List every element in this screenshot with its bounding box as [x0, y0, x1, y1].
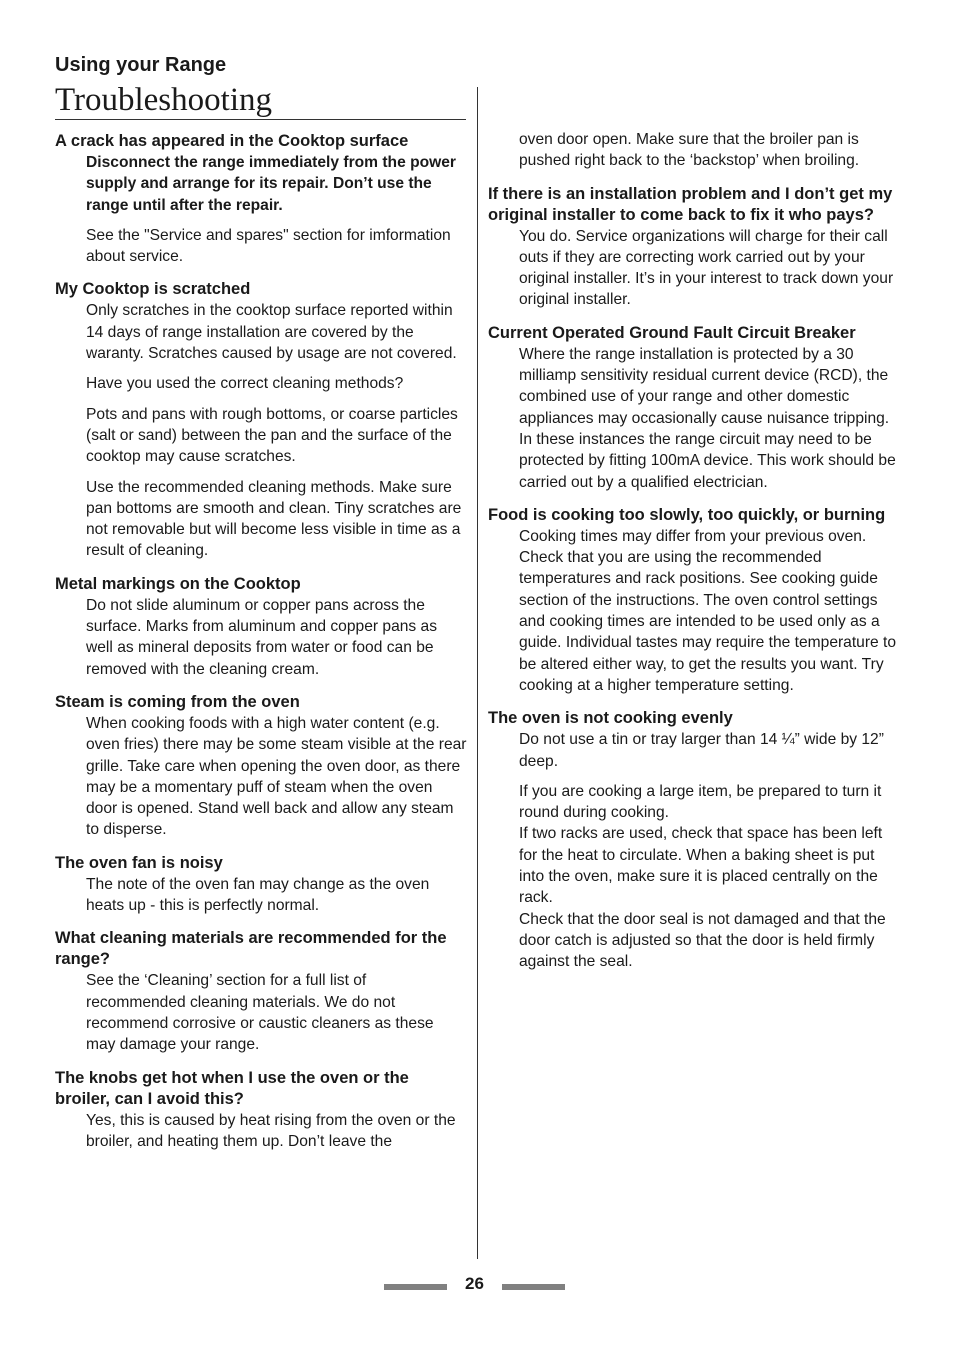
page-number: 26: [465, 1274, 484, 1293]
entry-answer: [55, 152, 467, 267]
answer-paragraph: When cooking foods with a high water content (e.g. oven fries) there may be some steam visible at the rear grille. Take care when opening the oven door, as there may be a momentary puff of steam when the oven door is opened. Stand well back and allow any steam to disperse.: [86, 714, 467, 839]
entry-question: A crack has appeared in the Cooktop surface: [55, 132, 409, 150]
entry-answer: [55, 970, 467, 1055]
answer-paragraph: Do not slide aluminum or copper pans across the surface. Marks from aluminum and copper pans as well as mineral deposits from water or food can be removed with the cleaning cream.: [86, 596, 438, 678]
entry-answer: [55, 874, 467, 917]
answer-paragraph: Check that the door seal is not damaged and that the door catch is adjusted so that the door is held firmly against the seal.: [519, 910, 886, 971]
troubleshooting-entry: [55, 692, 467, 841]
answer-paragraph: The note of the oven fan may change as the oven heats up - this is perfectly normal.: [86, 875, 430, 915]
answer-paragraph: Only scratches in the cooktop surface reported within 14 days of range installation are covered by the waranty. Scratches caused by usage are not covered.: [86, 302, 457, 363]
footer-bar-right: [502, 1284, 565, 1290]
entry-answer: [55, 713, 467, 841]
troubleshooting-entry: [55, 853, 467, 917]
entry-question: Food is cooking too slowly, too quickly, or burning: [488, 505, 886, 524]
troubleshooting-entry: [488, 184, 900, 311]
entry-answer: [488, 129, 900, 172]
right-column: [488, 129, 900, 985]
entry-question: Steam is coming from the oven: [55, 692, 300, 711]
answer-paragraph: Disconnect the range immediately from the power supply and arrange for its repair. Don’t use the range until after the repair.: [86, 154, 457, 214]
column-divider: [477, 87, 478, 1259]
answer-paragraph: See the ‘Cleaning’ section for a full list of recommended cleaning materials. We do not recommend corrosive or caustic cleaners as these may damage your range.: [86, 972, 434, 1054]
entry-question: My Cooktop is scratched: [55, 280, 251, 299]
entry-question: If there is an installation problem and I don’t get my original installer to come back to fix it who pays?: [488, 184, 893, 224]
left-column: [55, 131, 467, 1164]
troubleshooting-entry: [488, 505, 900, 696]
entry-answer: [55, 1110, 467, 1153]
answer-paragraph: If two racks are used, check that space has been left for the heat to circulate. When a baking sheet is put into the oven, make sure it is placed centrally on the rack.: [519, 825, 883, 907]
entry-answer: [55, 300, 467, 561]
entry-answer: [55, 595, 467, 680]
answer-paragraph: If you are cooking a large item, be prepared to turn it round during cooking.: [519, 782, 882, 822]
troubleshooting-entry: [488, 708, 900, 972]
troubleshooting-entry: [488, 129, 900, 172]
answer-paragraph: oven door open. Make sure that the broiler pan is pushed right back to the ‘backstop’ when broiling.: [519, 131, 860, 170]
entry-answer: [488, 344, 900, 493]
answer-paragraph: Do not use a tin or tray larger than 14 ¼” wide by 12” deep.: [519, 731, 884, 770]
entry-question: The oven is not cooking evenly: [488, 709, 733, 728]
troubleshooting-entry: [488, 323, 900, 493]
entry-question: Metal markings on the Cooktop: [55, 574, 301, 593]
answer-paragraph: Yes, this is caused by heat rising from the oven or the broiler, and heating them up. Don’t leave the: [86, 1111, 456, 1150]
entry-answer: [488, 226, 900, 311]
title-rule: [55, 119, 466, 120]
troubleshooting-entry: [55, 1068, 467, 1153]
entry-answer: [488, 729, 900, 972]
troubleshooting-entry: [55, 574, 467, 680]
entry-answer: [488, 526, 900, 696]
troubleshooting-entry: [55, 279, 467, 561]
troubleshooting-entry: [55, 131, 467, 267]
answer-paragraph: Pots and pans with rough bottoms, or coarse particles (salt or sand) between the pan and the surface of the cooktop may cause scratches.: [86, 405, 458, 466]
answer-paragraph: Use the recommended cleaning methods. Make sure pan bottoms are smooth and clean. Tiny scratches are not removable but will become less visible in time as a result of cleaning.: [86, 478, 462, 560]
page-title: Troubleshooting: [55, 82, 272, 118]
entry-question: The oven fan is noisy: [55, 853, 223, 872]
troubleshooting-entry: [55, 928, 467, 1055]
answer-paragraph: See the "Service and spares" section for imformation about service.: [86, 226, 451, 266]
entry-question: Current Operated Ground Fault Circuit Breaker: [488, 323, 856, 342]
answer-paragraph: Cooking times may differ from your previous oven. Check that you are using the recommended temperatures and rack positions. See cooking guide section of the instructions. The oven control settings and cooking times are intended to be used only as a guide. Individual tastes may require the temperature to be altered either way, to get the results you want. Try cooking at a higher temperature setting.: [519, 527, 897, 694]
entry-question: The knobs get hot when I use the oven or the broiler, can I avoid this?: [55, 1068, 409, 1108]
answer-paragraph: Have you used the correct cleaning methods?: [86, 375, 404, 393]
entry-question: What cleaning materials are recommended for the range?: [55, 929, 447, 969]
footer-bar-left: [384, 1284, 447, 1290]
answer-paragraph: You do. Service organizations will charge for their call outs if they are correcting work carried out by your original installer. It’s in your interest to track down your original installer.: [519, 227, 894, 309]
section-label: Using your Range: [55, 54, 227, 76]
answer-paragraph: Where the range installation is protected by a 30 milliamp sensitivity residual current device (RCD), the combined use of your range and other domestic appliances may occasionally cause nuisance tripping. In these instances the range circuit may need to be protected by fitting 100mA device. This work should be carried out by a qualified electrician.: [519, 345, 896, 491]
